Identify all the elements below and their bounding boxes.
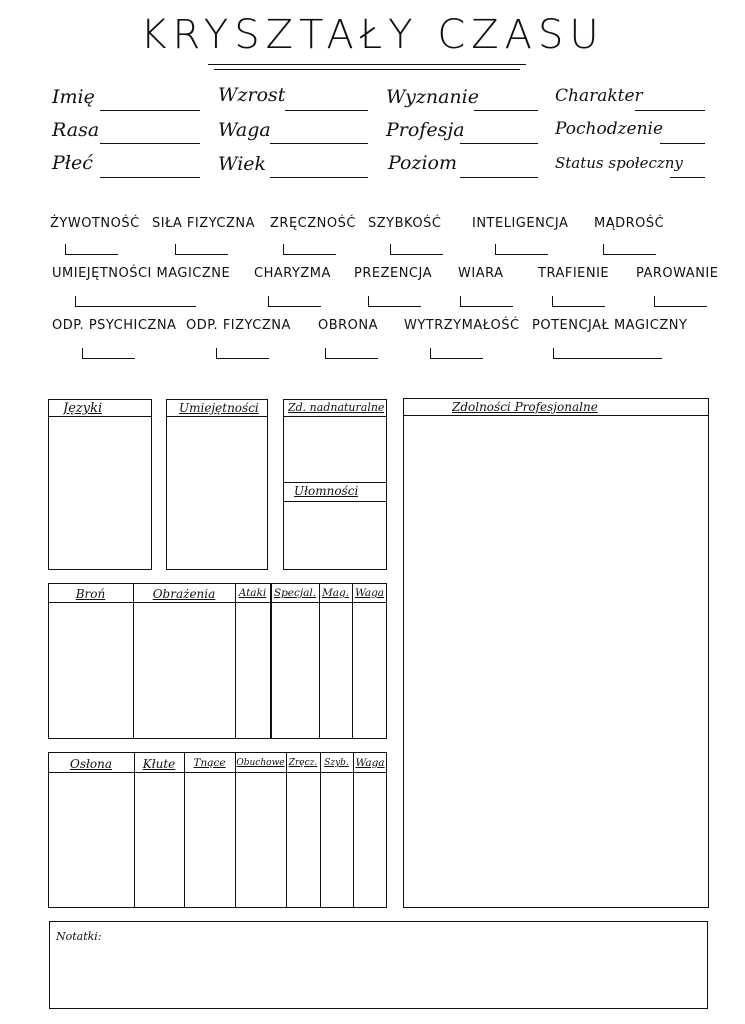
field-input-wyznanie[interactable] (474, 110, 538, 111)
armor-col-header: Zręcz. (288, 758, 318, 768)
armor-col-header: Obuchowe (236, 758, 285, 768)
stat-slot-prezencja[interactable] (368, 296, 421, 307)
supernatural-header-line (283, 416, 387, 417)
supernatural-header: Zd. nadnaturalne (288, 401, 385, 414)
stat-label-szybkosc: SZYBKOŚĆ (368, 216, 442, 231)
field-input-pochodzenie[interactable] (660, 143, 705, 144)
weapons-col-header: Waga (354, 587, 385, 599)
stat-slot-wiara[interactable] (460, 296, 513, 307)
stat-slot-inteligencja[interactable] (495, 244, 548, 255)
weapons-table[interactable] (48, 583, 387, 739)
armor-col-divider (286, 752, 287, 908)
stat-slot-charyzma[interactable] (268, 296, 321, 307)
stat-label-obrona: OBRONA (318, 318, 379, 333)
weapons-col-header: Broń (75, 587, 106, 601)
title-underline (208, 64, 526, 65)
field-label-waga: Waga (218, 119, 271, 141)
stat-label-sila-fizyczna: SIŁA FIZYCZNA (152, 216, 255, 231)
stat-label-madrosc: MĄDROŚĆ (594, 216, 665, 231)
field-label-wiek: Wiek (218, 153, 267, 175)
stat-label-charyzma: CHARYZMA (254, 266, 331, 281)
armor-col-divider (134, 752, 135, 908)
notes-box[interactable] (49, 921, 708, 1009)
weapons-col-divider (352, 583, 353, 739)
weapons-col-header: Specjal. (273, 587, 317, 599)
professional-abilities-header-line (403, 415, 709, 416)
armor-col-divider (235, 752, 236, 908)
field-input-poziom[interactable] (460, 177, 538, 178)
field-label-wzrost: Wzrost (218, 84, 286, 106)
stat-label-prezencja: PREZENCJA (354, 266, 433, 281)
field-input-status-spoleczny[interactable] (670, 177, 705, 178)
weapons-header-line (48, 602, 387, 603)
stat-label-potencjal-magiczny: POTENCJAŁ MAGICZNY (532, 318, 688, 333)
weapons-col-header: Obrażenia (152, 587, 216, 601)
stat-label-parowanie: PAROWANIE (636, 266, 719, 281)
stat-label-trafienie: TRAFIENIE (538, 266, 610, 281)
handicaps-header: Ułomności (294, 484, 359, 498)
stat-slot-madrosc[interactable] (603, 244, 656, 255)
armor-col-header: Waga (355, 757, 385, 769)
armor-header-line (48, 772, 387, 773)
notes-label: Notatki: (56, 930, 102, 943)
title-underline-second (214, 69, 520, 70)
stat-slot-trafienie[interactable] (552, 296, 605, 307)
armor-col-header: Tnące (193, 757, 226, 769)
stat-label-odp-psychiczna: ODP. PSYCHICZNA (52, 318, 177, 333)
stat-slot-obrona[interactable] (325, 348, 378, 359)
weapons-col-divider (235, 583, 236, 739)
stat-slot-potencjal-magiczny[interactable] (553, 348, 662, 359)
armor-col-divider (353, 752, 354, 908)
armor-table[interactable] (48, 752, 387, 908)
stat-label-inteligencja: INTELIGENCJA (472, 216, 569, 231)
field-input-charakter[interactable] (635, 110, 705, 111)
field-input-profesja[interactable] (460, 143, 538, 144)
armor-col-divider (320, 752, 321, 908)
professional-abilities-header: Zdolności Profesjonalne (452, 400, 598, 414)
languages-box[interactable] (48, 399, 152, 570)
stat-slot-odp-fizyczna[interactable] (216, 348, 269, 359)
armor-col-header: Kłute (142, 757, 176, 771)
weapons-col-header: Mag. (321, 587, 350, 599)
stat-slot-zrecznosc[interactable] (283, 244, 336, 255)
weapons-col-divider (270, 583, 272, 739)
field-label-plec: Płeć (52, 152, 93, 174)
skills-box[interactable] (166, 399, 268, 570)
armor-col-divider (184, 752, 185, 908)
field-input-rasa[interactable] (100, 143, 200, 144)
armor-col-header: Szyb. (324, 758, 349, 768)
field-label-rasa: Rasa (52, 119, 100, 141)
stat-slot-szybkosc[interactable] (390, 244, 443, 255)
field-label-profesja: Profesja (386, 119, 465, 141)
field-input-wiek[interactable] (270, 177, 368, 178)
handicaps-header-line (283, 501, 387, 502)
languages-header: Języki (63, 401, 103, 416)
weapons-col-header: Ataki (238, 587, 267, 599)
stat-label-zywotnosc: ŻYWOTNOŚĆ (50, 216, 140, 231)
stat-slot-odp-psychiczna[interactable] (82, 348, 135, 359)
field-input-plec[interactable] (100, 177, 200, 178)
handicaps-divider (283, 482, 387, 483)
armor-col-header: Osłona (70, 757, 112, 771)
field-label-imie: Imię (52, 86, 95, 108)
stat-slot-parowanie[interactable] (654, 296, 707, 307)
skills-header: Umiejętności (179, 401, 259, 415)
stat-label-umiejetnosci-magiczne: UMIEJĘTNOŚCI MAGICZNE (52, 266, 231, 281)
field-label-charakter: Charakter (555, 86, 643, 106)
field-label-status-spoleczny: Status społeczny (555, 154, 683, 172)
stat-label-odp-fizyczna: ODP. FIZYCZNA (186, 318, 291, 333)
stat-slot-sila-fizyczna[interactable] (175, 244, 228, 255)
professional-abilities-box[interactable] (403, 398, 709, 908)
field-label-poziom: Poziom (388, 152, 457, 174)
weapons-col-divider (133, 583, 134, 739)
sheet-title: KRYSZTAŁY CZASU (140, 12, 605, 58)
field-input-wzrost[interactable] (285, 110, 368, 111)
field-label-pochodzenie: Pochodzenie (555, 119, 664, 139)
field-label-wyznanie: Wyznanie (386, 86, 479, 108)
stat-label-wytrzymalosc: WYTRZYMAŁOŚĆ (404, 318, 520, 333)
stat-slot-zywotnosc[interactable] (65, 244, 118, 255)
skills-header-line (166, 416, 268, 417)
weapons-col-divider (319, 583, 320, 739)
languages-header-line (48, 416, 152, 417)
stat-label-zrecznosc: ZRĘCZNOŚĆ (270, 216, 356, 231)
stat-label-wiara: WIARA (458, 266, 504, 281)
stat-slot-umiejetnosci-magiczne[interactable] (75, 296, 196, 307)
stat-slot-wytrzymalosc[interactable] (430, 348, 483, 359)
field-input-imie[interactable] (100, 110, 200, 111)
field-input-waga[interactable] (270, 143, 368, 144)
